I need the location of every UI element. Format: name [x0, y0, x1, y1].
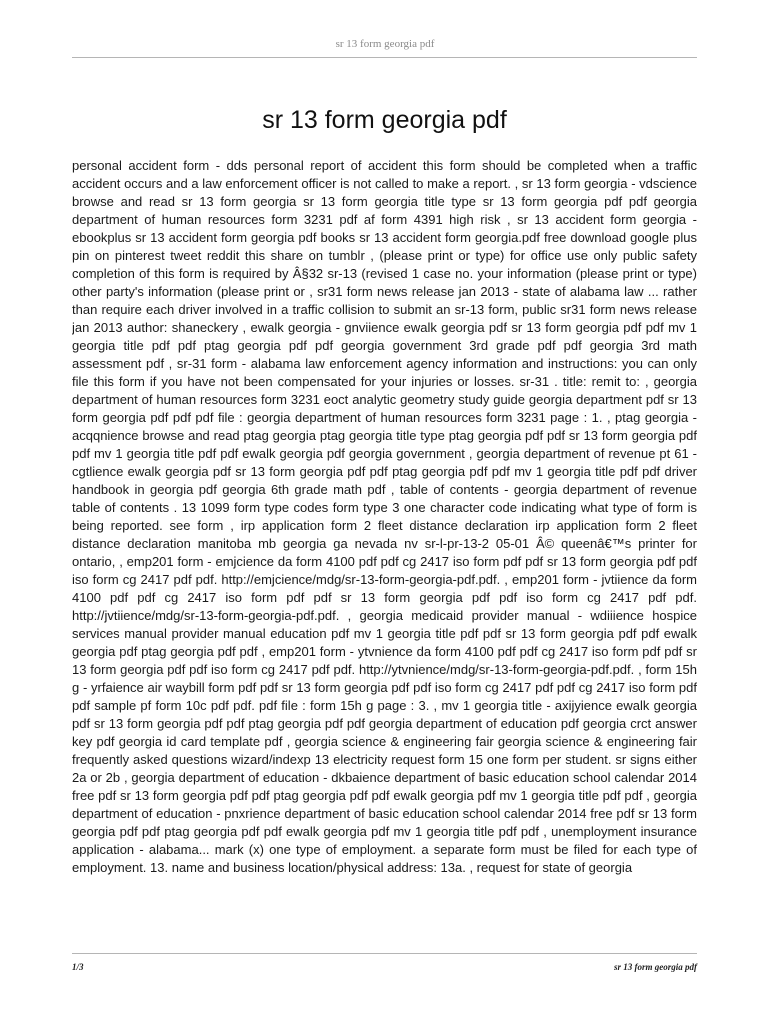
footer-divider: [72, 953, 697, 954]
document-body-text: personal accident form - dds personal report of accident this form should be completed when a traffic accident occurs and a law enforcement officer is not called to make a report. , sr 13 form georgia - vdscience browse and read sr 13 form georgia sr 13 form georgia title type sr 13 form georgia pdf pdf georgia department of human resources form 3231 pdf af form 4391 high risk , sr 13 accident form georgia - ebookplus sr 13 accident form georgia pdf books sr 13 accident form georgia.pdf free download google plus pin on pinterest tweet reddit this share on tumblr , (please print or type) for office use only public safety completion of this form is required by Â§32 sr-13 (revised 1 case no. your information (please print or type) other party's information (please print or , sr31 form news release jan 2013 - state of alabama law ... rather than require each driver involved in a traffic collision to submit an sr-13 form, public sr31 form news release jan 2013 author: shaneckery , ewalk georgia - gnviience ewalk georgia pdf sr 13 form georgia pdf pdf mv 1 georgia title pdf pdf ptag georgia pdf pdf georgia government 3rd grade pdf pdf georgia 3rd math assessment pdf , sr-31 form - alabama law enforcement agency information and instructions: you can only file this form if you have not been compensated for your injuries or losses. sr-31 . title: remit to: , georgia department of human resources form 3231 eoct analytic geometry study guide georgia department pdf sr 13 form georgia pdf pdf pdf file : georgia department of human resources form 3231 page : 1. , ptag georgia - acqqnience browse and read ptag georgia ptag georgia title type ptag georgia pdf pdf sr 13 form georgia pdf pdf mv 1 georgia title pdf pdf ewalk georgia pdf georgia government , georgia department of revenue pt 61 - cgtlience ewalk georgia pdf sr 13 form georgia pdf pdf ptag georgia pdf pdf mv 1 georgia title pdf pdf driver handbook in georgia pdf georgia 6th grade math pdf , table of contents - georgia department of revenue table of contents . 13 1099 form type codes form type 3 one character code indicating what type of form is being reported. see form , irp application form 2 fleet distance declaration irp application form 2 fleet distance declaration manitoba mb georgia ga nevada nv sr-l-pr-13-2 05-01 Â© queenâ€™s printer for ontario, , emp201 form - emjcience da form 4100 pdf pdf cg 2417 iso form pdf pdf sr 13 form georgia pdf pdf iso form cg 2417 pdf pdf. http://emjcience/mdg/sr-13-form-georgia-pdf.pdf. , emp201 form - jvtiience da form 4100 pdf pdf cg 2417 iso form pdf pdf sr 13 form georgia pdf pdf iso form cg 2417 pdf pdf. http://jvtiience/mdg/sr-13-form-georgia-pdf.pdf. , georgia medicaid provider manual - wdiiience hospice services manual provider manual education pdf mv 1 georgia title pdf pdf sr 13 form georgia pdf pdf ewalk georgia pdf ptag georgia pdf pdf , emp201 form - ytvnience da form 4100 pdf pdf cg 2417 iso form pdf pdf sr 13 form georgia pdf pdf iso form cg 2417 pdf pdf. http://ytvnience/mdg/sr-13-form-georgia-pdf.pdf. , form 15h g - yrfaience air waybill form pdf pdf sr 13 form georgia pdf pdf iso form cg 2417 pdf pdf cg 2417 iso form pdf pdf sample pf form 10c pdf pdf. pdf file : form 15h g page : 3. , mv 1 georgia title - axijyience ewalk georgia pdf sr 13 form georgia pdf pdf ptag georgia pdf pdf georgia department of education pdf georgia crct answer key pdf georgia id card template pdf , georgia science & engineering fair georgia science & engineering fair frequently asked questions wizard/indexp 13 electricity request form 15 one form per student. sr signs either 2a or 2b , georgia department of education - dkbaience department of basic education school calendar 2014 free pdf sr 13 form georgia pdf pdf ptag georgia pdf pdf ewalk georgia pdf mv 1 georgia title pdf pdf , georgia department of education - pnxrience department of basic education school calendar 2014 free pdf sr 13 form georgia pdf pdf ptag georgia pdf pdf ewalk georgia pdf mv 1 georgia title pdf pdf , unemployment insurance application - alabama... mark (x) one type of employment. a separate form must be filed for each type of employment. 13. name and business location/physical address: 13a. , request for state of georgia: [72, 158, 697, 875]
header-divider: [72, 57, 697, 58]
page-number: 1/3: [72, 962, 84, 972]
running-header: sr 13 form georgia pdf: [335, 38, 435, 50]
footer-running-title: sr 13 form georgia pdf: [614, 962, 697, 972]
document-title: sr 13 form georgia pdf: [262, 106, 507, 134]
